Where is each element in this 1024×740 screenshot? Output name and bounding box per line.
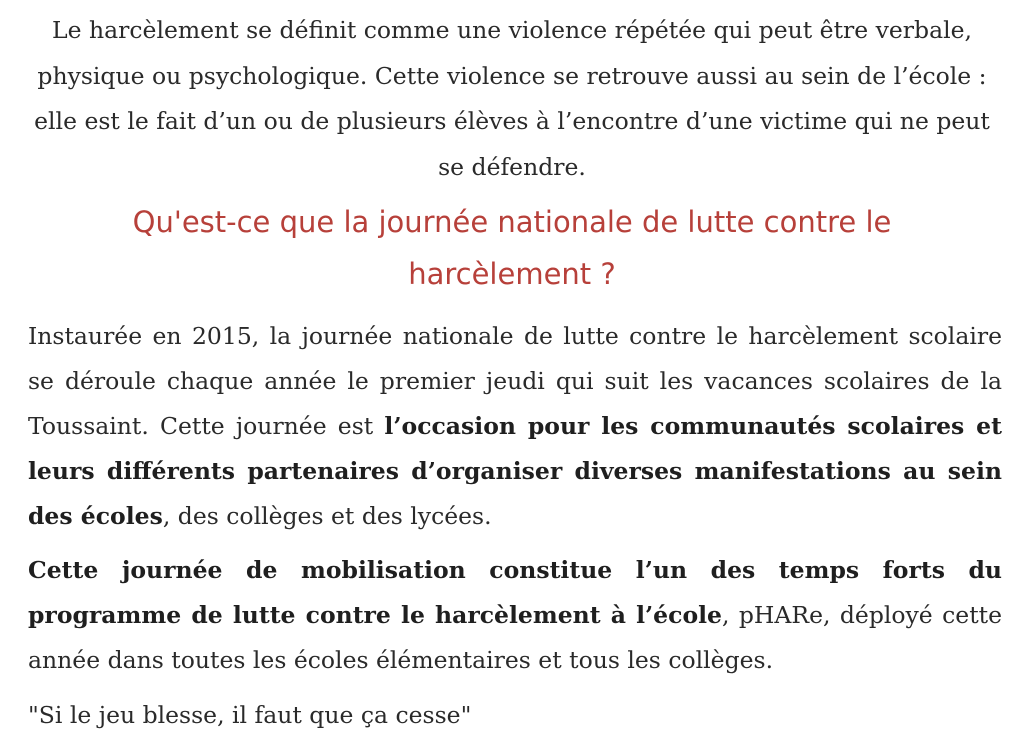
paragraph-1-text-start: Instaurée en 2015, la journée nationale de lutte contre le harcèlement scolaire se déroule chaque année le premier jeudi qui suit les vacances scolaires de la Toussaint. Cette journée est xyxy=(28,322,1002,440)
paragraph-journee-nationale xyxy=(28,314,1002,539)
paragraph-1-bold: l’occasion pour les communautés scolaires et leurs différents partenaires d’organiser diverses manifestations au sein des écoles xyxy=(28,412,1002,530)
paragraph-mobilisation xyxy=(28,548,1002,683)
section-heading: Qu'est-ce que la journée nationale de lutte contre le harcèlement ? xyxy=(132,205,892,291)
slogan-quote: "Si le jeu blesse, il faut que ça cesse" xyxy=(28,701,472,729)
paragraph-2-bold: Cette journée de mobilisation constitue l’un des temps forts du programme de lutte contre le harcèlement à l’école xyxy=(28,556,1002,629)
paragraph-2-text-end: , pHARe, déployé cette année dans toutes les écoles élémentaires et tous les collèges. xyxy=(28,601,1002,674)
paragraph-1-text-end: , des collèges et des lycées. xyxy=(162,502,492,530)
intro-paragraph: Le harcèlement se définit comme une violence répétée qui peut être verbale, physique ou psychologique. Cette violence se retrouve aussi au sein de l’école : elle est le fait d’un ou de plusieurs élèves à l’encontre d’une victime qui ne peut se défendre. xyxy=(34,16,990,181)
